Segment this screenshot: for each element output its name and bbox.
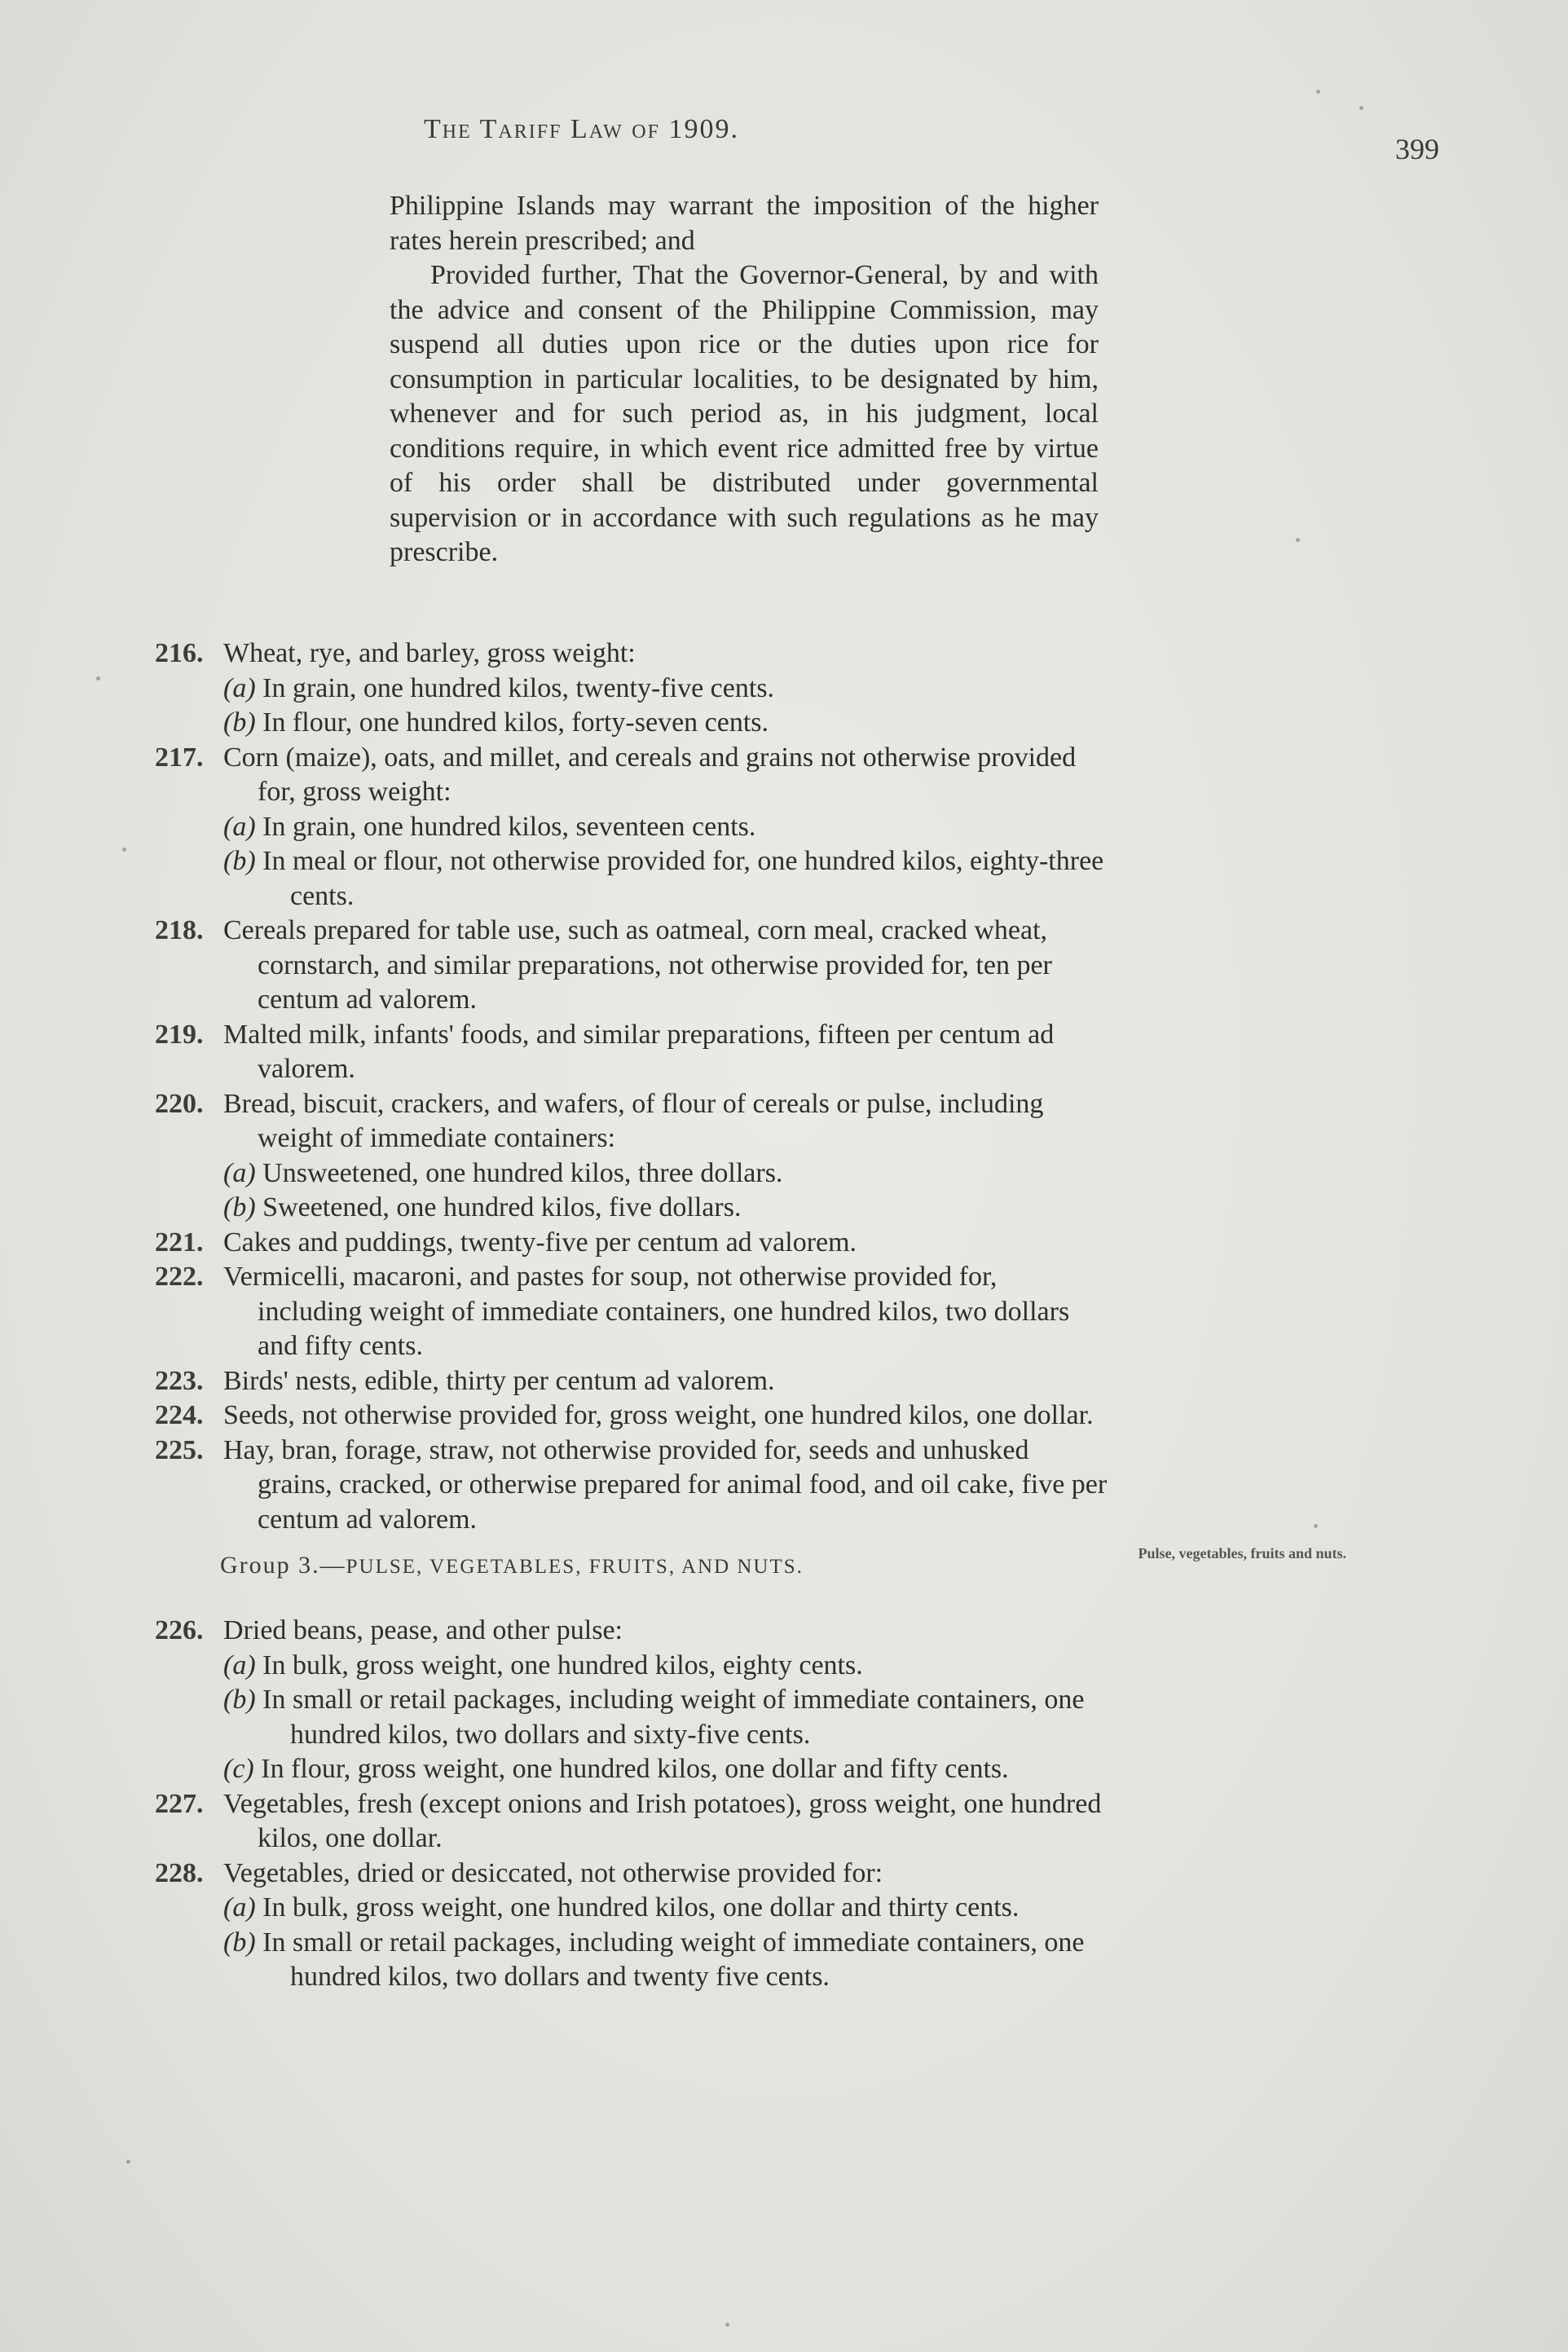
sub-item-letter: (a) xyxy=(223,1649,256,1680)
proviso-paragraph: Provided further, That the Governor-General, by and with the advice and consent of the Philippine Commission, may suspend all duties upon rice or the duties upon rice for consumption in particular localities, to be designated by him, whenever and for such period as, in his judgment, local conditions require, in which event rice admitted free by virtue of his order shall be distributed under governmental supervision or in accordance with such regulations as he may prescribe. xyxy=(390,260,1099,567)
tariff-items-group-2 xyxy=(155,636,1108,1537)
tariff-item xyxy=(155,1087,1108,1156)
sub-item-letter: (a) xyxy=(223,811,256,842)
print-speck xyxy=(725,2323,729,2327)
sub-item xyxy=(187,810,1108,845)
group-heading-prefix: Group 3.— xyxy=(220,1552,346,1579)
tariff-item xyxy=(155,1856,1108,1892)
item-number: 219. xyxy=(155,1019,204,1050)
item-number: 216. xyxy=(155,638,204,668)
sub-item-letter: (b) xyxy=(223,1192,256,1222)
item-number: 227. xyxy=(155,1788,204,1819)
item-text: Bread, biscuit, crackers, and wafers, of flour of cereals or pulse, including weight of immediate containers: xyxy=(223,1088,1044,1153)
sub-item-letter: (a) xyxy=(223,672,256,703)
print-speck xyxy=(122,848,126,852)
item-text: Corn (maize), oats, and millet, and cereals and grains not otherwise provided for, gross weight: xyxy=(223,742,1077,807)
sub-item-text: In meal or flour, not otherwise provided for, one hundred kilos, eighty-three cents. xyxy=(262,846,1104,911)
tariff-item xyxy=(155,1364,1108,1399)
print-speck xyxy=(1296,538,1300,542)
page-number: 399 xyxy=(1395,133,1439,165)
sub-item-letter: (b) xyxy=(223,846,256,876)
group-heading xyxy=(220,1552,804,1579)
item-number: 228. xyxy=(155,1857,204,1888)
item-text: Dried beans, pease, and other pulse: xyxy=(223,1615,623,1645)
sub-item-text: In bulk, gross weight, one hundred kilos, eighty cents. xyxy=(262,1649,863,1680)
sub-item xyxy=(187,1683,1108,1752)
continuation-text xyxy=(390,189,1099,570)
sub-item-text: In small or retail packages, including weight of immediate containers, one hundred kilos, two dollars and twenty five cents. xyxy=(262,1927,1085,1992)
tariff-item xyxy=(155,1260,1108,1364)
item-number: 218. xyxy=(155,915,204,945)
margin-note: Pulse, vegetables, fruits and nuts. xyxy=(1138,1545,1346,1561)
tariff-item xyxy=(155,1787,1108,1856)
item-number: 220. xyxy=(155,1088,204,1119)
item-text: Cereals prepared for table use, such as oatmeal, corn meal, cracked wheat, cornstarch, and similar preparations, not otherwise provided for, ten per centum ad valorem. xyxy=(223,915,1052,1015)
sub-item-text: In flour, one hundred kilos, forty-seven cents. xyxy=(262,707,769,738)
sub-item xyxy=(187,1191,1108,1226)
sub-item xyxy=(187,706,1108,741)
sub-item-letter: (a) xyxy=(223,1157,256,1188)
item-number: 225. xyxy=(155,1434,204,1465)
group-heading-title: PULSE, VEGETABLES, FRUITS, AND NUTS. xyxy=(346,1556,804,1578)
sub-item-letter: (b) xyxy=(223,707,256,738)
tariff-items-group-3 xyxy=(155,1614,1108,1995)
sub-item xyxy=(187,1752,1108,1787)
sub-item-text: In small or retail packages, including weight of immediate containers, one hundred kilos, two dollars and sixty-five cents. xyxy=(262,1685,1085,1750)
tariff-item xyxy=(155,1614,1108,1649)
sub-item xyxy=(187,1156,1108,1191)
item-text: Birds' nests, edible, thirty per centum ad valorem. xyxy=(223,1365,775,1396)
tariff-item xyxy=(155,1226,1108,1261)
print-speck xyxy=(1314,1524,1318,1528)
item-text: Malted milk, infants' foods, and similar preparations, fifteen per centum ad valorem. xyxy=(223,1019,1055,1084)
item-text: Seeds, not otherwise provided for, gross weight, one hundred kilos, one dollar. xyxy=(223,1400,1094,1430)
sub-item-text: In grain, one hundred kilos, twenty-five cents. xyxy=(262,672,775,703)
tariff-item xyxy=(155,1398,1108,1434)
item-text: Vegetables, dried or desiccated, not otherwise provided for: xyxy=(223,1857,883,1888)
sub-item xyxy=(187,844,1108,914)
item-text: Hay, bran, forage, straw, not otherwise provided for, seeds and unhusked grains, cracked, or otherwise prepared for animal food, and oil cake, five per centum ad valorem. xyxy=(223,1434,1108,1535)
sub-item-letter: (b) xyxy=(223,1685,256,1715)
print-speck xyxy=(1316,90,1320,94)
print-speck xyxy=(1359,106,1363,110)
item-number: 224. xyxy=(155,1400,204,1430)
print-speck xyxy=(96,676,100,680)
sub-item-text: In bulk, gross weight, one hundred kilos, one dollar and thirty cents. xyxy=(262,1892,1020,1923)
item-text: Vermicelli, macaroni, and pastes for soup, not otherwise provided for, including weight of immediate containers, one hundred kilos, two dollars and fifty cents. xyxy=(223,1262,1070,1361)
item-number: 222. xyxy=(155,1262,204,1292)
sub-item-text: Sweetened, one hundred kilos, five dollars. xyxy=(262,1192,742,1222)
tariff-item xyxy=(155,1018,1108,1087)
sub-item-letter: (b) xyxy=(223,1927,256,1958)
tariff-item xyxy=(155,914,1108,1018)
sub-item-letter: (c) xyxy=(223,1754,254,1784)
sub-item xyxy=(187,1891,1108,1926)
sub-item xyxy=(187,672,1108,707)
item-number: 226. xyxy=(155,1615,204,1645)
running-title: The Tariff Law of 1909. xyxy=(424,114,739,144)
item-text: Cakes and puddings, twenty-five per centum ad valorem. xyxy=(223,1227,857,1257)
tariff-item xyxy=(155,1434,1108,1538)
tariff-item xyxy=(155,636,1108,672)
sub-item xyxy=(187,1649,1108,1684)
running-head xyxy=(0,114,1568,163)
item-number: 217. xyxy=(155,742,204,773)
sub-item xyxy=(187,1926,1108,1995)
continuation-paragraph: Philippine Islands may warrant the imposition of the higher rates herein prescribed; and xyxy=(390,191,1099,256)
tariff-item xyxy=(155,741,1108,810)
sub-item-text: In flour, gross weight, one hundred kilos, one dollar and fifty cents. xyxy=(261,1754,1009,1784)
item-number: 221. xyxy=(155,1227,204,1257)
item-text: Vegetables, fresh (except onions and Irish potatoes), gross weight, one hundred kilos, one dollar. xyxy=(223,1788,1102,1853)
sub-item-text: In grain, one hundred kilos, seventeen cents. xyxy=(262,811,756,842)
sub-item-text: Unsweetened, one hundred kilos, three dollars. xyxy=(262,1157,783,1188)
item-text: Wheat, rye, and barley, gross weight: xyxy=(223,638,636,668)
sub-item-letter: (a) xyxy=(223,1892,256,1923)
item-number: 223. xyxy=(155,1365,204,1396)
print-speck xyxy=(126,2160,130,2164)
